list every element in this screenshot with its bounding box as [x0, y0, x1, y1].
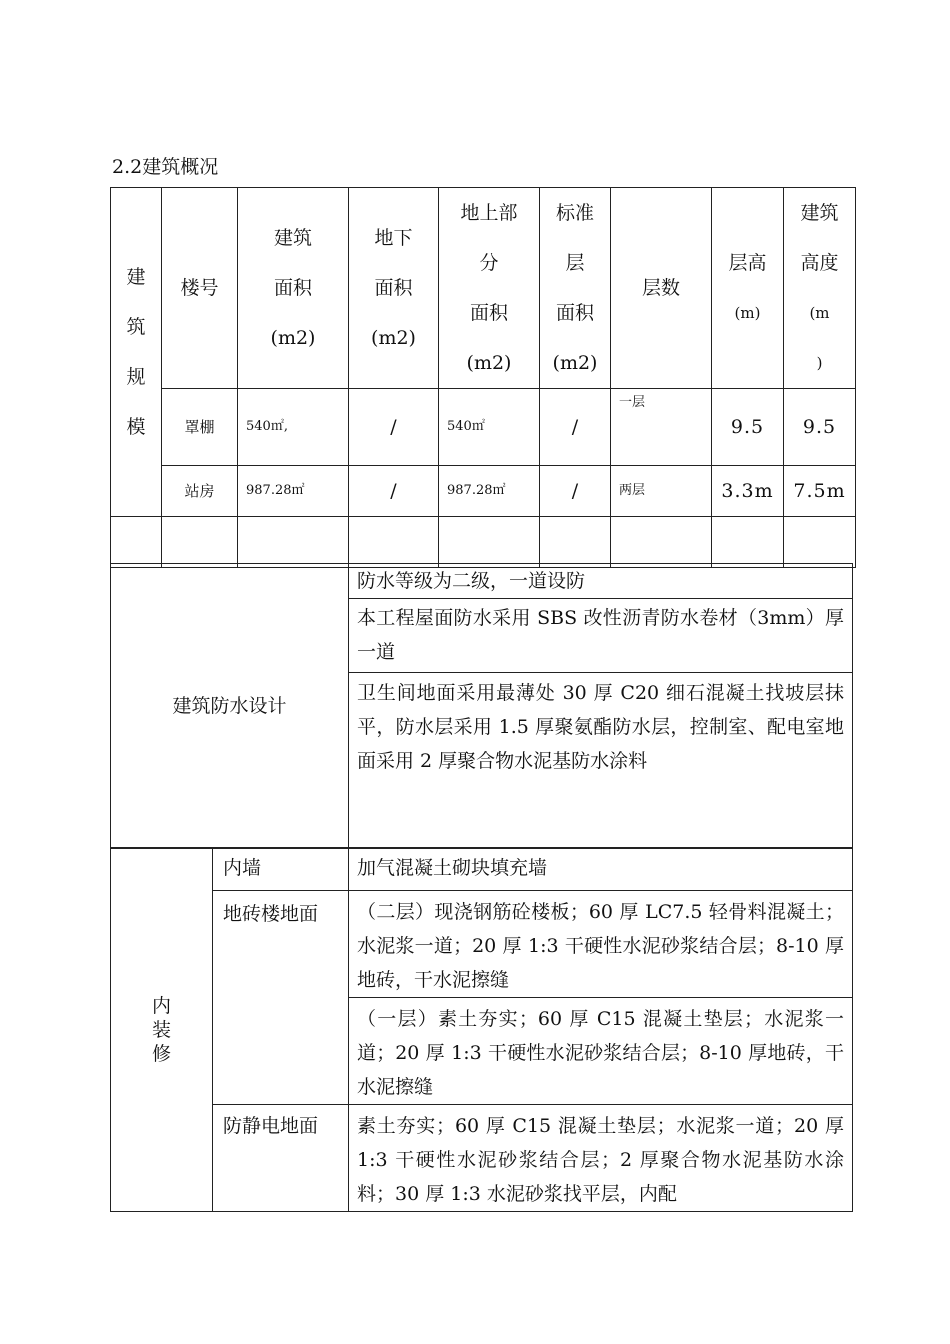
empty-cell [111, 517, 162, 568]
header-underground [349, 188, 439, 389]
header-area-line: (m2) [270, 327, 316, 349]
table-row [111, 466, 856, 517]
empty-cell [540, 517, 611, 568]
interior-item-text: （二层）现浇钢筋砼楼板；60 厚 LC7.5 轻骨料混凝土；水泥浆一道；20 厚 1:3 干硬性水泥砂浆结合层；8-10 厚地砖，干水泥擦缝 [349, 891, 853, 998]
section-title: 2.2建筑概况 [112, 156, 219, 178]
interior-item-name: 防静电地面 [213, 1105, 349, 1212]
scale-label-char: 模 [126, 416, 146, 438]
header-aboveground-line: 地上部 [460, 202, 518, 224]
waterproof-item: 本工程屋面防水采用 SBS 改性沥青防水卷材（3mm）厚一道 [349, 599, 853, 673]
interior-item-text: 素土夯实；60 厚 C15 混凝土垫层；水泥浆一道；20 厚 1:3 干硬性水泥砂浆结合层；2 厚聚合物水泥基防水涂料；30 厚 1:3 水泥砂浆找平层，内配 [349, 1105, 853, 1212]
header-standard-line: (m2) [552, 352, 598, 374]
header-height [784, 188, 856, 389]
empty-cell [349, 517, 439, 568]
empty-cell [439, 517, 540, 568]
waterproof-item: 卫生间地面采用最薄处 30 厚 C20 细石混凝土找坡层抹平，防水层采用 1.5 厚聚氨酯防水层，控制室、配电室地面采用 2 厚聚合物水泥基防水涂料 [349, 673, 853, 849]
header-standard-line: 面积 [555, 302, 594, 324]
row-name: 站房 [162, 466, 238, 517]
row-name: 罩棚 [162, 389, 238, 466]
empty-cell [784, 517, 856, 568]
waterproof-label: 建筑防水设计 [111, 564, 349, 849]
interior-item-name: 内墙 [213, 848, 349, 891]
row-floor-height: 3.3m [712, 466, 784, 517]
header-height-line: (m [809, 304, 830, 322]
header-aboveground-line: (m2) [466, 352, 512, 374]
interior-table [110, 847, 853, 1212]
header-floors: 层数 [611, 188, 712, 389]
header-standard [540, 188, 611, 389]
header-floor-height-line: (m) [734, 304, 761, 322]
interior-item-name: 地砖楼地面 [213, 891, 349, 1105]
table-row-empty [111, 517, 856, 568]
interior-label-char: 内 [151, 994, 171, 1017]
interior-label [111, 848, 213, 1212]
building-scale-table [110, 187, 856, 568]
header-underground-line: 地下 [374, 227, 413, 249]
interior-item-text: 加气混凝土砌块填充墙 [349, 848, 853, 891]
row-floors: 一层 [611, 389, 712, 466]
scale-label-char: 筑 [126, 316, 146, 338]
row-height: 7.5m [784, 466, 856, 517]
row-area: 540㎡, [238, 389, 349, 466]
row-underground: / [349, 389, 439, 466]
empty-cell [238, 517, 349, 568]
row-floors: 两层 [611, 466, 712, 517]
header-height-line: 高度 [800, 252, 839, 274]
scale-row-label [111, 188, 162, 517]
row-height: 9.5 [784, 389, 856, 466]
header-height-line: ) [816, 354, 823, 372]
header-aboveground-line: 面积 [469, 302, 508, 324]
interior-label-char: 修 [151, 1042, 171, 1065]
header-underground-line: 面积 [374, 277, 413, 299]
row-floor-height: 9.5 [712, 389, 784, 466]
waterproof-table [110, 563, 853, 849]
table-row [111, 389, 856, 466]
row-aboveground: 540㎡ [439, 389, 540, 466]
header-height-line: 建筑 [800, 202, 839, 224]
scale-label-char: 建 [126, 266, 146, 288]
row-underground: / [349, 466, 439, 517]
scale-label-char: 规 [126, 366, 146, 388]
row-area: 987.28㎡ [238, 466, 349, 517]
row-aboveground: 987.28㎡ [439, 466, 540, 517]
header-floor-height-line: 层高 [728, 252, 767, 274]
waterproof-item: 防水等级为二级，一道设防 [349, 564, 853, 599]
header-area [238, 188, 349, 389]
interior-item-text: （一层）素土夯实；60 厚 C15 混凝土垫层；水泥浆一道；20 厚 1:3 干硬性水泥砂浆结合层；8-10 厚地砖，干水泥擦缝 [349, 998, 853, 1105]
header-area-line: 面积 [273, 277, 312, 299]
row-standard: / [540, 389, 611, 466]
header-aboveground [439, 188, 540, 389]
header-aboveground-line: 分 [479, 252, 499, 274]
empty-cell [611, 517, 712, 568]
header-floor-height [712, 188, 784, 389]
header-standard-line: 层 [565, 252, 585, 274]
empty-cell [712, 517, 784, 568]
header-standard-line: 标准 [555, 202, 594, 224]
header-area-line: 建筑 [273, 227, 312, 249]
header-building: 楼号 [162, 188, 238, 389]
row-standard: / [540, 466, 611, 517]
interior-label-char: 装 [151, 1018, 171, 1041]
empty-cell [162, 517, 238, 568]
header-underground-line: (m2) [371, 327, 416, 349]
